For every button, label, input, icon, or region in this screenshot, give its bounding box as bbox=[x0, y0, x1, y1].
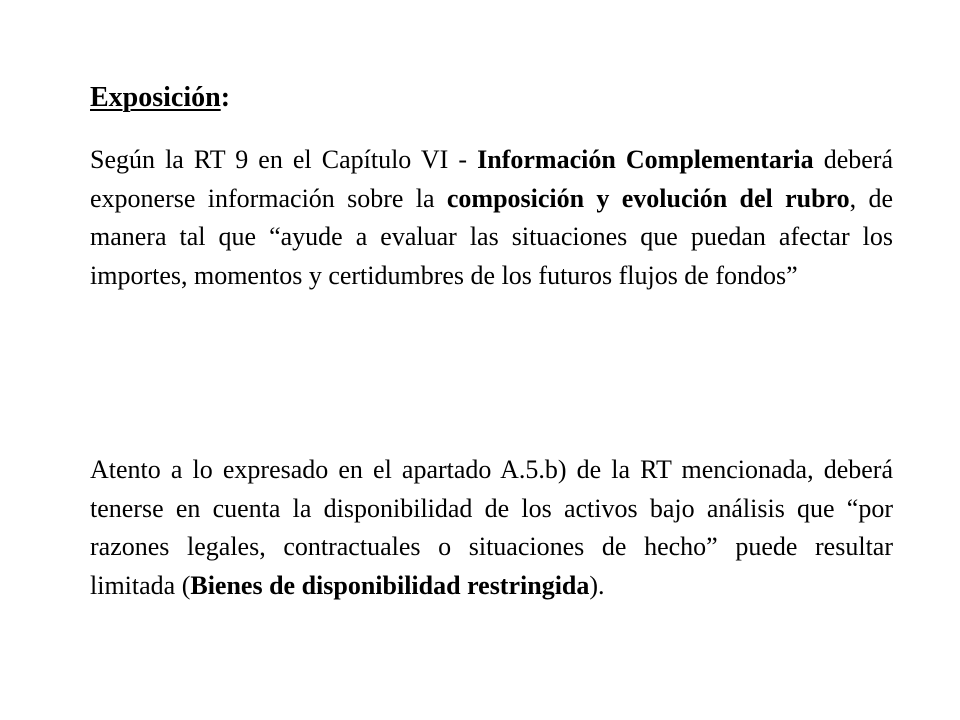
paragraph-text: ). bbox=[589, 570, 605, 600]
page-title bbox=[90, 78, 230, 118]
paragraph-rt9 bbox=[90, 141, 893, 295]
paragraph-text: Según la RT 9 en el Capítulo VI - bbox=[90, 145, 478, 174]
paragraph-text: deberá exponerse información sobre la bbox=[90, 145, 893, 213]
paragraph-text: Atento a lo expresado en el apartado A.5.b) de la RT mencionada, deberá tenerse en cuenta la disponibilidad de los activos bajo análisis que “por razones legales, contractuales o situaciones de hecho” puede resultar limitada ( bbox=[90, 455, 893, 600]
title-text: Exposición bbox=[90, 82, 221, 113]
bold-term: Bienes de disponibilidad restringida bbox=[190, 570, 590, 600]
paragraph-availability bbox=[90, 451, 893, 605]
bold-term: composición y evolución del rubro bbox=[446, 183, 850, 213]
paragraph-text: , de manera tal que “ayude a evaluar las situaciones que puedan afectar los importes, momentos y certidumbres de los futuros flujos de fondos” bbox=[90, 183, 893, 290]
title-colon: : bbox=[220, 82, 231, 113]
bold-term: Información Complementaria bbox=[477, 145, 814, 174]
